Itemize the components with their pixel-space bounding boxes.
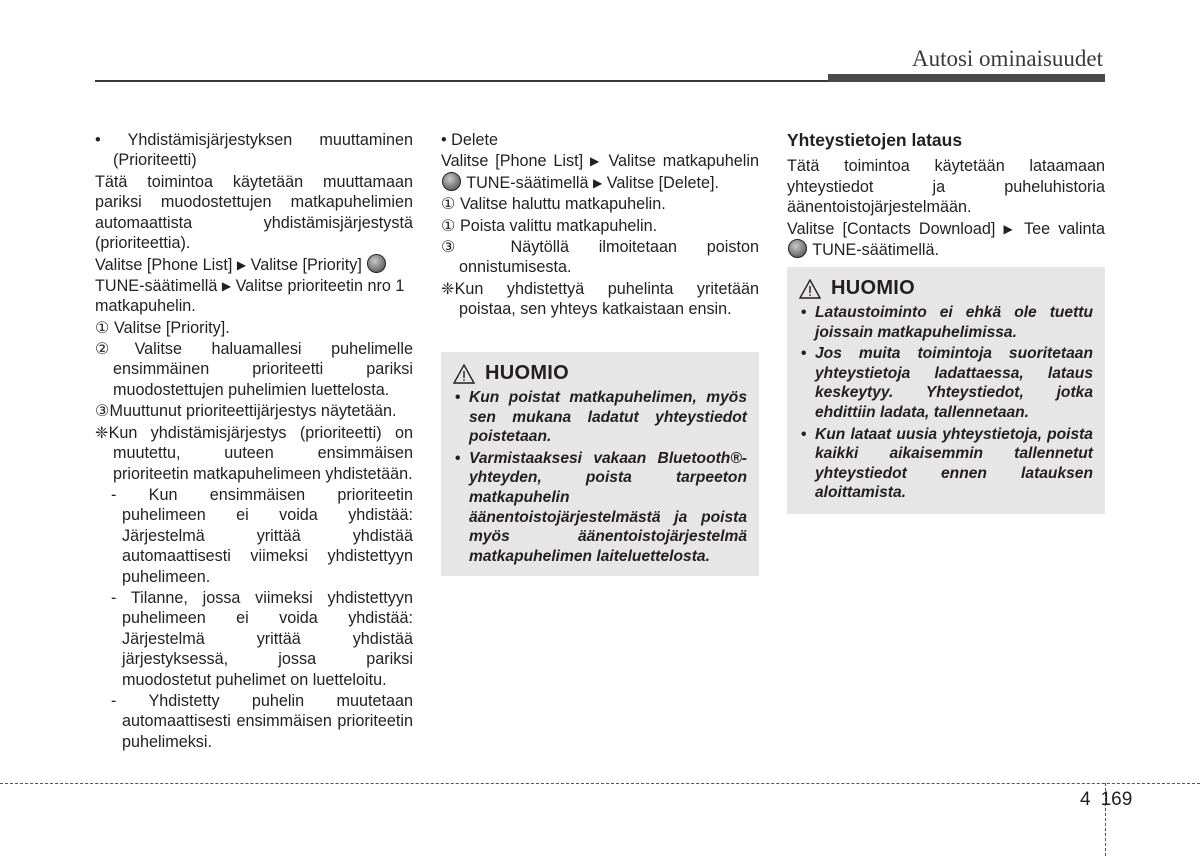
dash-item-1: - Kun ensimmäisen prioriteetin puhelimeen ei voida yhdistää: Järjestelmä yrittää yhdistää automaattisesti viimeksi yhdistettyyn puhelimeen. <box>111 485 413 586</box>
chapter-number: 4 <box>1080 789 1091 810</box>
tune-knob-icon <box>367 254 386 273</box>
dash-item-2: - Tilanne, jossa viimeksi yhdistettyyn puhelimeen ei voida yhdistää: Järjestelmä yrittää yhdistää järjestyksessä, jossa pariksi muodostetut puhelimet on luetteloitu. <box>111 588 413 689</box>
caution-item: • Jos muita toimintoja suoritetaan yhteystietoja ladattaessa, lataus keskeytyy. Yhteystiedot, jotka ehdittiin ladata, tallennetaan. <box>801 345 1093 421</box>
tune-knob-icon <box>442 172 461 191</box>
step-3: ③ Näytöllä ilmoitetaan poiston onnistumisesta. <box>441 238 759 277</box>
caution-item: • Kun lataat uusia yhteystietoja, poista kaikki aikaisemmin tallennetut yhteystiedot ennen latauksen aloittamista. <box>801 425 1093 502</box>
arrow-icon: ▶ <box>593 175 603 190</box>
caution-title: HUOMIO <box>485 362 570 384</box>
header-rule-accent <box>828 74 1105 82</box>
caution-item: • Lataustoiminto ei ehkä ole tuettu joissain matkapuhelimissa. <box>801 304 1093 341</box>
note-text: ❈Kun yhdistämisjärjestys (prioriteetti) on muutettu, uuteen ensimmäisen prioriteetin matkapuhelimeen yhdistetään. <box>95 423 413 483</box>
section-heading: Yhteystietojen lataus <box>787 130 963 150</box>
paragraph-select: Valitse [Phone List] ▶ Valitse matkapuhelin TUNE-säätimellä ▶ Valitse [Delete]. <box>441 152 759 192</box>
note-text: ❈Kun yhdistettyä puhelinta yritetään poistaa, sen yhteys katkaistaan ensin. <box>441 279 759 319</box>
column-1 <box>95 130 413 753</box>
paragraph-intro: Tätä toimintoa käytetään muuttamaan pariksi muodostettujen matkapuhelimien automaattista yhdistämisjärjestystä (prioriteettia). <box>95 172 413 253</box>
paragraph-select: Valitse [Phone List] ▶ Valitse [Priority] TUNE-säätimellä ▶ Valitse prioriteetin nro 1 matkapuhelin. <box>95 256 405 316</box>
dash-item-3: - Yhdistetty puhelin muutetaan automaattisesti ensimmäisen prioriteetin puhelimeksi. <box>111 691 413 751</box>
step-2: ②Valitse haluamallesi puhelimelle ensimmäinen prioriteetti pariksi muodostettujen puhelimien luettelosta. <box>95 340 413 399</box>
paragraph-intro: Tätä toimintoa käytetään lataamaan yhteystiedot ja puheluhistoria äänentoistojärjestelmään. <box>787 157 1105 217</box>
section-bullet-title: • Yhdistämisjärjestyksen muuttaminen (Prioriteetti) <box>95 131 413 170</box>
page-header-title: Autosi ominaisuudet <box>911 46 1103 71</box>
page-number-value: 169 <box>1100 789 1133 810</box>
footer-divider <box>0 783 1200 784</box>
step-1: ① Valitse haluttu matkapuhelin. <box>441 195 666 214</box>
warning-icon <box>799 279 821 299</box>
column-2 <box>441 130 759 321</box>
paragraph-select: Valitse [Contacts Download] ▶ Tee valinta TUNE-säätimellä. <box>787 219 1105 260</box>
caution-title: HUOMIO <box>831 277 916 299</box>
caution-item: • Varmistaaksesi vakaan Bluetooth®-yhteyden, poista tarpeeton matkapuhelin äänentoistojärjestelmästä ja poista myös äänentoistojärjestelmä matkapuhelimen laiteluettelosta. <box>455 449 747 565</box>
arrow-icon: ▶ <box>236 258 247 273</box>
caution-box <box>441 352 759 576</box>
arrow-icon: ▶ <box>589 154 602 169</box>
arrow-icon: ▶ <box>1003 221 1017 236</box>
column-3 <box>787 130 1105 261</box>
warning-icon <box>453 364 475 384</box>
caution-item: • Kun poistat matkapuhelimen, myös sen mukana ladatut yhteystiedot poistetaan. <box>455 389 747 446</box>
tune-knob-icon <box>788 239 807 258</box>
page-number <box>1080 789 1132 811</box>
step-3: ③Muuttunut prioriteettijärjestys näytetään. <box>95 402 397 421</box>
step-2: ① Poista valittu matkapuhelin. <box>441 216 658 235</box>
arrow-icon: ▶ <box>221 278 232 293</box>
caution-box <box>787 267 1105 514</box>
section-bullet-title: • Delete <box>441 131 498 149</box>
step-1: ① Valitse [Priority]. <box>95 318 230 337</box>
